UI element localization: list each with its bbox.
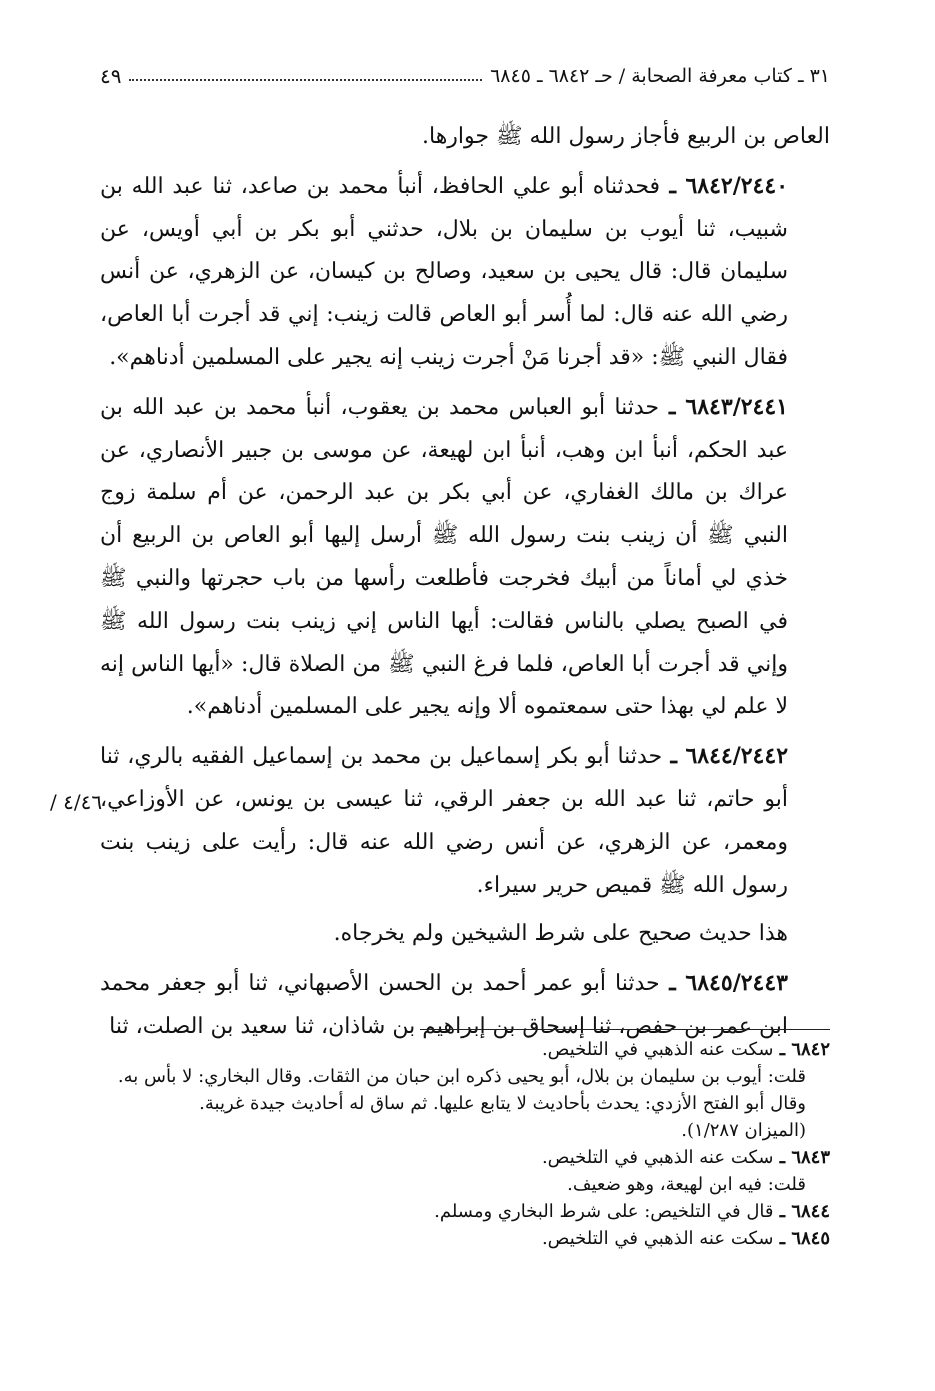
footnotes [100,1036,830,1252]
hadith-text: حدثنا أبو عمر أحمد بن الحسن الأصبهاني، ثنا أبو جعفر محمد ابن عمر بن حفص، ثنا إسحاق بن إبراهيم بن شاذان، ثنا سعيد بن الصلت، ثنا [100,971,788,1039]
footnote-6843: ٦٨٤٣ ـ سكت عنه الذهبي في التلخيص. [541,1147,830,1168]
footnote-text: سكت عنه الذهبي في التلخيص. [541,1228,774,1249]
hadith-number: ٦٨٤٣/٢٤٤١ [685,393,788,420]
hadith-number: ٦٨٤٥/٢٤٤٣ [685,970,788,997]
running-header [100,58,830,94]
paragraph-continuation: العاص بن الربيع فأجاز رسول الله ﷺ جوارها. [422,124,830,149]
footnote-number: ٦٨٤٣ [791,1147,830,1168]
hadith-text: حدثنا أبو بكر إسماعيل بن محمد بن إسماعيل الفقيه بالري، ثنا أبو حاتم، ثنا عبد الله بن جعفر الرقي، ثنا عيسى بن يونس، عن الأوزاعي، ومعمر، عن الزهري، عن أنس رضي الله عنه قال: رأيت على زينب بنت رسول الله ﷺ قميص حرير سيراء. [100,744,788,898]
page-number: ٤٩ [100,64,122,88]
footnote-number: ٦٨٤٤ [791,1201,830,1222]
footnote-text: قال في التلخيص: على شرط البخاري ومسلم. [434,1201,774,1222]
footnote-comment: قلت: فيه ابن لهيعة، وهو ضعيف. [567,1174,806,1195]
footnote-6842: ٦٨٤٢ ـ سكت عنه الذهبي في التلخيص. [541,1039,830,1060]
footnote-6844: ٦٨٤٤ ـ قال في التلخيص: على شرط البخاري ومسلم. [434,1201,830,1222]
footnote-number: ٦٨٤٥ [791,1228,830,1249]
footnote-text: سكت عنه الذهبي في التلخيص. [541,1039,774,1060]
footnote-comment: وقال أبو الفتح الأزدي: يحدث بأحاديث لا يتابع عليها. ثم ساق له أحاديث جيدة غريبة. [199,1093,806,1114]
footnote-text: سكت عنه الذهبي في التلخيص. [541,1147,774,1168]
footnote-divider [420,1029,830,1030]
footnote-number: ٦٨٤٢ [791,1039,830,1060]
hadith-6845: ٦٨٤٥/٢٤٤٣ ـ حدثنا أبو عمر أحمد بن الحسن الأصبهاني، ثنا أبو جعفر محمد ابن عمر بن حفص، ثنا إسحاق بن إبراهيم بن شاذان، ثنا سعيد بن الصلت، ثنا [100,970,788,1039]
hadith-text: حدثنا أبو العباس محمد بن يعقوب، أنبأ محمد بن عبد الله بن عبد الحكم، أنبأ ابن وهب، أنبأ ابن لهيعة، عن موسى بن جبير الأنصاري، عن عراك بن مالك الغفاري، عن أبي بكر بن عبد الرحمن، عن أم سلمة زوج النبي ﷺ أن زينب بنت رسول الله ﷺ أرسل إليها أبو العاص بن الربيع أن خذي لي أماناً من أبيك فخرجت فأطلعت رأسها من باب حجرتها والنبي ﷺ في الصبح يصلي بالناس فقالت: أيها الناس إني زينب بنت رسول الله ﷺ وإني قد أجرت أبا العاص، فلما فرغ النبي ﷺ من الصلاة قال: «أيها الناس إنه لا علم لي بهذا حتى سمعتموه ألا وإنه يجير على المسلمين أدناهم». [100,394,788,720]
hadith-text: فحدثناه أبو علي الحافظ، أنبأ محمد بن صاعد، ثنا عبد الله بن شبيب، ثنا أيوب بن سليمان بن بلال، حدثني أبو بكر بن أبي أويس، عن سليمان قال: قال يحيى بن سعيد، وصالح بن كيسان، عن الزهري، عن أنس رضي الله عنه قال: لما أُسر أبو العاص قالت زينب: إني قد أجرت أبا العاص، فقال النبي ﷺ: «قد أجرنا مَنْ أجرت زينب إنه يجير على المسلمين أدناهم». [100,173,788,370]
header-title: ٣١ ـ كتاب معرفة الصحابة / حـ ٦٨٤٢ ـ ٦٨٤٥ [490,65,830,87]
main-text [100,116,830,1055]
hadith-6844: ٦٨٤٤/٢٤٤٢ ـ حدثنا أبو بكر إسماعيل بن محمد بن إسماعيل الفقيه بالري، ثنا أبو حاتم، ثنا عبد الله بن جعفر الرقي، ثنا عيسى بن يونس، عن الأوزاعي، ومعمر، عن الزهري، عن أنس رضي الله عنه قال: رأيت على زينب بنت رسول الله ﷺ قميص حرير سيراء. [100,743,789,898]
footnote-6845: ٦٨٤٥ ـ سكت عنه الذهبي في التلخيص. [541,1228,830,1249]
hadith-6842: ٦٨٤٢/٢٤٤٠ ـ فحدثناه أبو علي الحافظ، أنبأ محمد بن صاعد، ثنا عبد الله بن شبيب، ثنا أيوب بن سليمان بن بلال، حدثني أبو بكر بن أبي أويس، عن سليمان قال: قال يحيى بن سعيد، وصالح بن كيسان، عن الزهري، عن أنس رضي الله عنه قال: لما أُسر أبو العاص قالت زينب: إني قد أجرت أبا العاص، فقال النبي ﷺ: «قد أجرنا مَنْ أجرت زينب إنه يجير على المسلمين أدناهم». [100,172,789,370]
hadith-number: ٦٨٤٤/٢٤٤٢ [685,743,789,770]
margin-reference: ٤/٤٦ / [50,790,103,814]
header-leader-dots [129,79,482,81]
hadith-6843: ٦٨٤٣/٢٤٤١ ـ حدثنا أبو العباس محمد بن يعقوب، أنبأ محمد بن عبد الله بن عبد الحكم، أنبأ ابن وهب، أنبأ ابن لهيعة، عن موسى بن جبير الأنصاري، عن عراك بن مالك الغفاري، عن أبي بكر بن عبد الرحمن، عن أم سلمة زوج النبي ﷺ أن زينب بنت رسول الله ﷺ أرسل إليها أبو العاص بن الربيع أن خذي لي أماناً من أبيك فخرجت فأطلعت رأسها من باب حجرتها والنبي ﷺ في الصبح يصلي بالناس فقالت: أيها الناس إني زينب بنت رسول الله ﷺ وإني قد أجرت أبا العاص، فلما فرغ النبي ﷺ من الصلاة قال: «أيها الناس إنه لا علم لي بهذا حتى سمعتموه ألا وإنه يجير على المسلمين أدناهم». [100,393,788,720]
footnote-comment: قلت: أيوب بن سليمان بن بلال، أبو يحيى ذكره ابن حبان من الثقات. وقال البخاري: لا بأس به. [117,1066,806,1087]
hadith-grading: هذا حديث صحيح على شرط الشيخين ولم يخرجاه. [333,921,788,947]
footnote-comment: (الميزان ١/٢٨٧). [681,1120,806,1141]
hadith-number: ٦٨٤٢/٢٤٤٠ [685,172,789,199]
